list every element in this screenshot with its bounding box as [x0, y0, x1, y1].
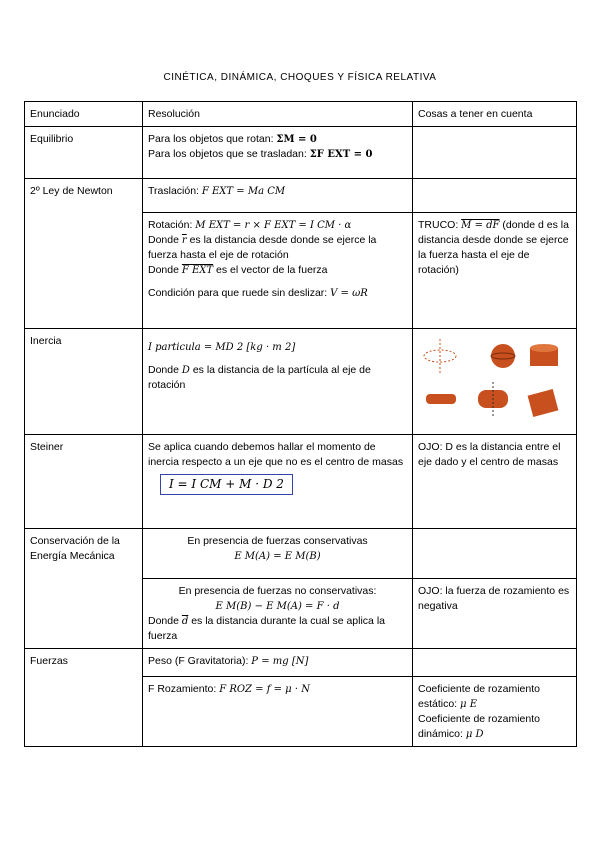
steiner-text: Se aplica cuando debemos hallar el momento de inercia respecto a un eje que no es el centro de masas	[148, 441, 404, 468]
table-row	[25, 329, 577, 435]
rozamiento-label: F Rozamiento:	[148, 683, 217, 695]
page-title: CINÉTICA, DINÁMICA, CHOQUES Y FÍSICA RELATIVA	[163, 72, 437, 83]
traslacion-label: Traslación:	[148, 185, 199, 197]
coef-dinamico-sym: μ D	[465, 729, 484, 740]
table-row	[25, 529, 577, 579]
newton-rotacion	[143, 213, 413, 329]
table-row	[25, 649, 577, 677]
row-label-fuerzas: Fuerzas	[25, 649, 143, 747]
donde-f-sym: F EXT	[181, 265, 214, 276]
truco-label: TRUCO:	[418, 219, 459, 231]
inercia-eq: I particula = MD 2 [kg · m 2]	[148, 342, 296, 353]
equilibrio-eq2: ΣF EXT = 0	[309, 149, 373, 160]
energia-donde-post: es la distancia durante la cual se aplica la fuerza	[148, 615, 385, 642]
summary-table	[24, 101, 577, 747]
newton-traslacion	[143, 179, 413, 213]
header-cosas: Cosas a tener en cuenta	[413, 102, 577, 127]
inercia-notes	[413, 329, 577, 435]
equilibrio-eq1: ΣM = 0	[276, 134, 317, 145]
condicion-label: Condición para que ruede sin deslizar:	[148, 287, 328, 299]
cons-text: En presencia de fuerzas conservativas	[187, 535, 368, 547]
newton-rotacion-notes	[413, 213, 577, 329]
donde-f-pre: Donde	[148, 264, 179, 276]
row-label-energia: Conservación de la Energía Mecánica	[25, 529, 143, 649]
table-row	[25, 435, 577, 529]
energia-conservativas	[143, 529, 413, 579]
row-label-newton: 2º Ley de Newton	[25, 179, 143, 329]
donde-f-post: es el vector de la fuerza	[216, 264, 328, 276]
table-header-row	[25, 102, 577, 127]
nocons-text: En presencia de fuerzas no conservativas:	[178, 585, 377, 597]
energia-cons-notes	[413, 529, 577, 579]
peso-eq: P = mg [N]	[251, 656, 309, 667]
nocons-eq: E M(B) − E M(A) = F · d	[215, 601, 340, 612]
truco-eq: M = dF	[461, 220, 500, 231]
steiner-resolution	[143, 435, 413, 529]
inercia-donde-post: es la distancia de la partícula al eje de rotación	[148, 364, 371, 391]
energia-donde-pre: Donde	[148, 615, 179, 627]
fuerzas-rozamiento	[143, 677, 413, 747]
rotacion-eq: M EXT = r × F EXT = I CM · α	[195, 220, 352, 231]
fuerzas-peso	[143, 649, 413, 677]
inertia-shapes-illustration	[418, 334, 568, 429]
donde-r-sym: $\overline{r}$	[181, 235, 187, 246]
donde-r-pre: Donde	[148, 234, 179, 246]
peso-label: Peso (F Gravitatoria):	[148, 655, 249, 667]
steiner-ojo: OJO: D es la distancia entre el eje dado y el centro de masas	[413, 435, 577, 529]
energia-ojo: OJO: la fuerza de rozamiento es negativa	[413, 579, 577, 649]
table-row	[25, 179, 577, 213]
energia-no-conservativas	[143, 579, 413, 649]
traslacion-eq: F EXT = Ma CM	[201, 186, 286, 197]
coef-estatico-sym: μ E	[460, 699, 478, 710]
fuerzas-rozamiento-notes	[413, 677, 577, 747]
inercia-resolution	[143, 329, 413, 435]
header-resolucion: Resolución	[143, 102, 413, 127]
equilibrio-line2: Para los objetos que se trasladan:	[148, 148, 307, 160]
equilibrio-resolution	[143, 127, 413, 179]
fuerzas-peso-notes	[413, 649, 577, 677]
energia-donde-sym: $\overline{d}$	[181, 616, 189, 627]
coef-dinamico: Coeficiente de rozamiento dinámico:	[418, 713, 540, 740]
rotacion-label: Rotación:	[148, 219, 193, 231]
condicion-eq: V = ωR	[330, 288, 368, 299]
inercia-donde-sym: D	[181, 365, 190, 376]
inercia-donde-pre: Donde	[148, 364, 179, 376]
coef-estatico: Coeficiente de rozamiento estático:	[418, 683, 540, 710]
cons-eq: E M(A) = E M(B)	[234, 551, 321, 562]
table-row	[25, 127, 577, 179]
row-label-steiner: Steiner	[25, 435, 143, 529]
equilibrio-notes	[413, 127, 577, 179]
row-label-equilibrio: Equilibrio	[25, 127, 143, 179]
rozamiento-eq: F ROZ = f = μ · N	[219, 684, 310, 695]
equilibrio-line1: Para los objetos que rotan:	[148, 133, 274, 145]
truco-text: (donde d es la distancia desde donde se ejerce la fuerza hasta el eje de rotación)	[418, 219, 569, 276]
steiner-eq: I = I CM + M · D 2	[160, 474, 293, 495]
newton-traslacion-notes	[413, 179, 577, 213]
donde-r-post: es la distancia desde donde se ejerce la fuerza hasta el eje de rotación	[148, 234, 377, 261]
header-enunciado: Enunciado	[25, 102, 143, 127]
row-label-inercia: Inercia	[25, 329, 143, 435]
